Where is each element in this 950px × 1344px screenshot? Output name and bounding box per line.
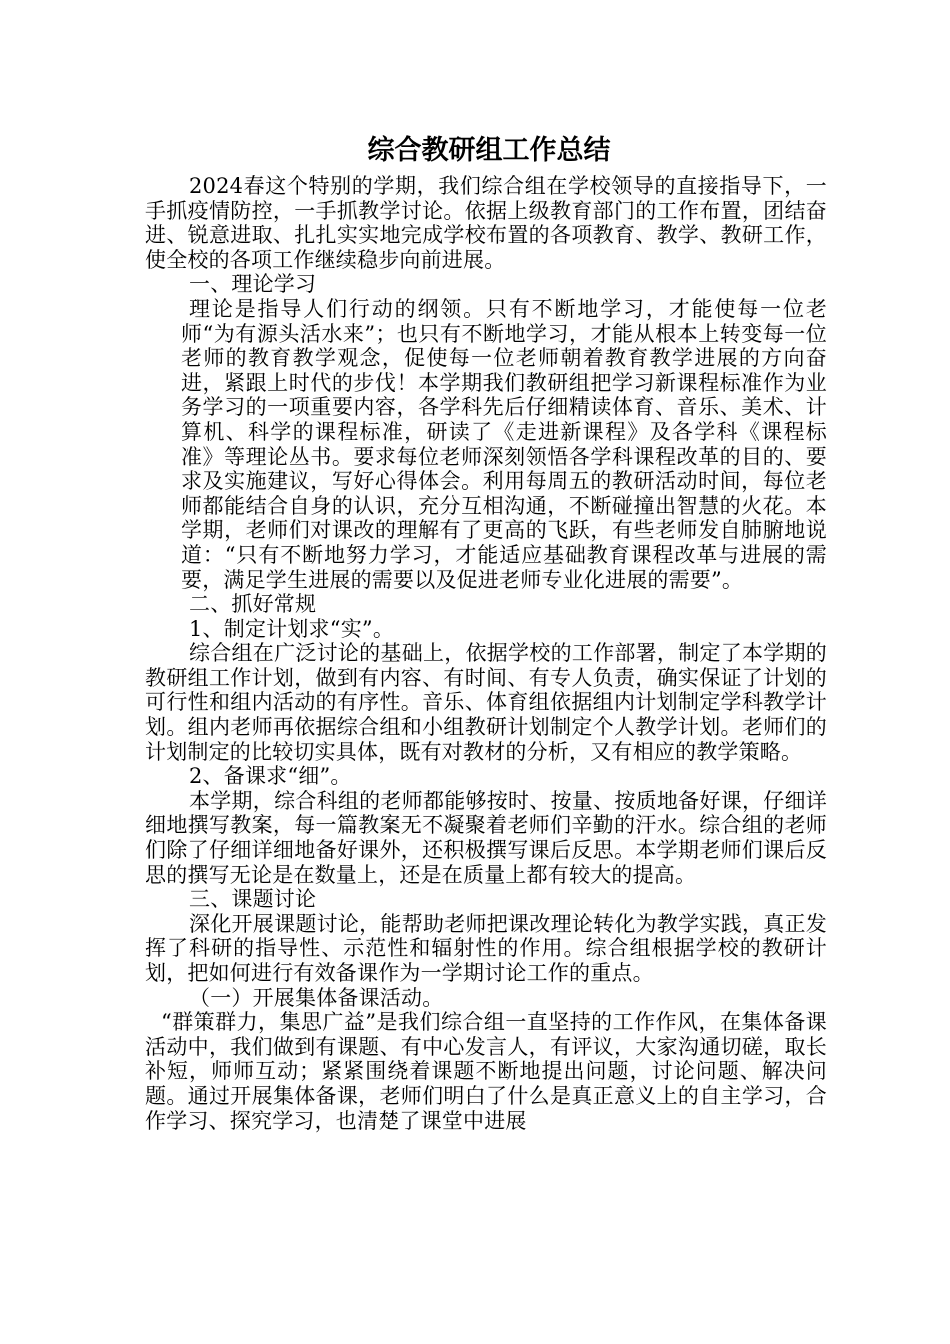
section-heading: 2、备课求“细”。 <box>189 764 352 789</box>
section-heading: 1、制定计划求“实”。 <box>189 616 395 641</box>
paragraph: 综合组在广泛讨论的基础上，依据学校的工作部署，制定了本学期的教研组工作计划，做到有内容、有时间、有专人负责，确实保证了计划的可行性和组内活动的有序性。音乐、体育组依据组内计划制定学科教学计划。组内老师再依据综合组和小组教研计划制定个人教学计划。老师们的计划制定的比较切实具体，既有对教材的分析，又有相应的教学策略。 <box>145 641 827 764</box>
document-page <box>145 128 827 1133</box>
document-body <box>145 174 827 1133</box>
section-heading: 三、课题讨论 <box>189 887 317 912</box>
document-title: 综合教研组工作总结 <box>367 135 611 166</box>
paragraph: 2024春这个特别的学期，我们综合组在学校领导的直接指导下，一手抓疫情防控，一手抓教学讨论。依据上级教育部门的工作布置，团结奋进、锐意进取、扎扎实实地完成学校布置的各项教育、教学、教研工作，使全校的各项工作继续稳步向前进展。 <box>145 174 827 272</box>
section-heading: 一、理论学习 <box>189 272 317 297</box>
paragraph: 深化开展课题讨论，能帮助老师把课改理论转化为教学实践，真正发挥了科研的指导性、示范性和辐射性的作用。综合组根据学校的教研计划，把如何进行有效备课作为一学期讨论工作的重点。 <box>145 911 827 985</box>
paragraph: 本学期，综合科组的老师都能够按时、按量、按质地备好课，仔细详细地撰写教案，每一篇教案无不凝聚着老师们辛勤的汗水。综合组的老师们除了仔细详细地备好课外，还积极撰写课后反思。本学期老师们课后反思的撰写无论是在数量上，还是在质量上都有较大的提高。 <box>145 788 827 887</box>
section-heading: 二、抓好常规 <box>189 592 317 617</box>
paragraph: “群策群力，集思广益”是我们综合组一直坚持的工作作风，在集体备课活动中，我们做到有课题、有中心发言人，有评议，大家沟通切磋，取长补短，师师互动；紧紧围绕着课题不断地提出问题，讨论问题、解决问题。通过开展集体备课，老师们明白了什么是真正意义上的自主学习，合作学习、探究学习，也清楚了课堂中进展 <box>145 1010 827 1133</box>
section-heading: （一）开展集体备课活动。 <box>189 985 444 1010</box>
paragraph: 理论是指导人们行动的纲领。只有不断地学习，才能使每一位老师“为有源头活水来”；也只有不断地学习，才能从根本上转变每一位老师的教育教学观念，促使每一位老师朝着教育教学进展的方向奋进，紧跟上时代的步伐！本学期我们教研组把学习新课程标准作为业务学习的一项重要内容，各学科先后仔细精读体育、音乐、美术、计算机、科学的课程标准，研读了《走进新课程》及各学科《课程标准》等理论丛书。要求每位老师深刻领悟各学科课程改革的目的、要求及实施建议，写好心得体会。利用每周五的教研活动时间，每位老师都能结合自身的认识，充分互相沟通，不断碰撞出智慧的火花。本学期，老师们对课改的理解有了更高的飞跃，有些老师发自肺腑地说道：“只有不断地努力学习，才能适应基础教育课程改革与进展的需要，满足学生进展的需要以及促进老师专业化进展的需要”。 <box>181 296 827 592</box>
